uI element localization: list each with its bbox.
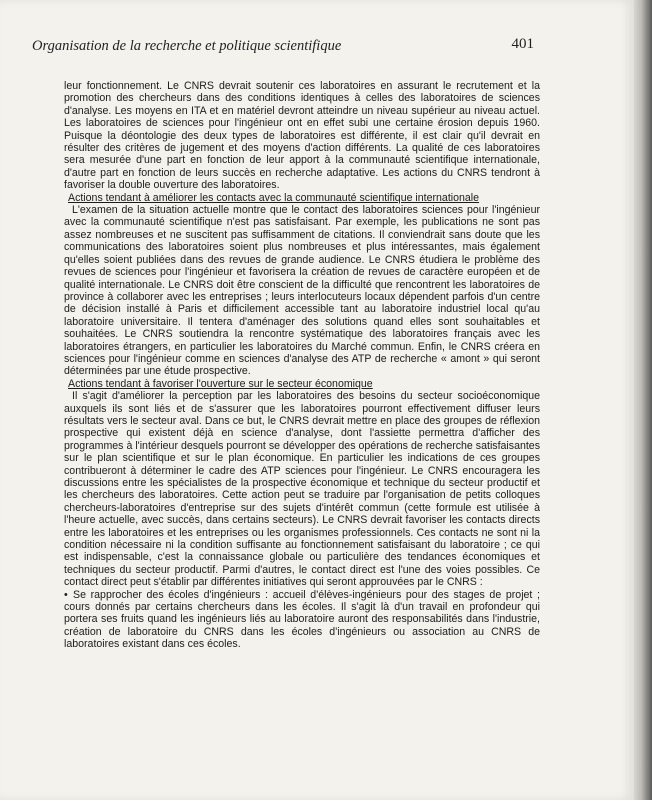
section-body-economique: Il s'agit d'améliorer la perception par les laboratoires des besoins du secteur socioéconomique auxquels ils sont liés et de s'assurer que les laboratoires pourront effectivement diffuser leurs résultats vers le secteur aval. Dans ce but, le CNRS devrait mettre en place des groupes de réflexion prospective qui existent déjà en science d'analyse, dont l'assiette permettra d'afficher des programmes à l'intérieur desquels pourront se développer des opérations de recherche satisfaisantes sur le plan scientifique et sur le plan économique. En particulier les indications de ces groupes contribueront à déterminer le cadre des ATP sciences pour l'ingénieur. Le CNRS encouragera les discussions entre les spécialistes de la prospective économique et technique du secteur productif et les chercheurs des laboratoires. Cette action peut se traduire par l'organisation de petits colloques chercheurs-laboratoires d'entreprise sur des sujets d'intérêt commun (cette formule est utilisée à l'heure actuelle, avec succès, dans certains secteurs). Le CNRS devrait favoriser les contacts directs entre les laboratoires et les entreprises ou les organismes professionnels. Ces contacts ne sont ni la condition nécessaire ni la condition suffisante au fonctionnement satisfaisant du laboratoire ; ce qui est indispensable, c'est la connaissance globale ou particulière des tendances économiques et techniques du secteur productif. Parmi d'autres, le contact direct est l'une des voies possibles. Ce contact direct peut s'établir par différentes initiatives qui seront approuvées par le CNRS : <box>64 390 540 589</box>
section-body-international: L'examen de la situation actuelle montre que le contact des laboratoires sciences pour l'ingénieur avec la communauté scientifique n'est pas satisfaisant. Par exemple, les publications ne sont pas assez nombreuses et ne suscitent pas suffisamment de citations. Il conviendrait sans doute que les communications des laboratoires soient plus nombreuses et plus intéressantes, mais également qu'elles soient publiées dans des revues de grande audience. Le CNRS étudiera le problème des revues de sciences pour l'ingénieur et favorisera la création de revues de caractère européen et de qualité internationale. Le CNRS doit être conscient de la difficulté que rencontrent les laboratoires de province à collaborer avec les entreprises ; leurs interlocuteurs locaux dépendent parfois d'un centre de décision installé à Paris et difficilement accessible tant au laboratoire industriel local qu'au laboratoire universitaire. Il tentera d'aménager des solutions quand elles sont souhaitables et souhaitées. Le CNRS soutiendra la rencontre systématique des laboratoires français avec les laboratoires étrangers, en particulier les laboratoires du Marché commun. Enfin, le CNRS créera en sciences pour l'ingénieur comme en sciences d'analyse des ATP de recherche « amont » qui seront déterminées par une étude prospective. <box>64 204 540 378</box>
running-head: Organisation de la recherche et politique scientifique <box>32 38 342 54</box>
bullet-text: Se rapprocher des écoles d'ingénieurs : accueil d'élèves-ingénieurs pour des stages de projet ; cours donnés par certains chercheurs dans les écoles. Il s'agit là d'un travail en profondeur qui portera ses fruits quand les ingénieurs liés au laboratoire auront des responsabilités dans l'industrie, création de laboratoire du CNRS dans les écoles d'ingénieurs ou association au CNRS de laboratoires existant dans ces écoles. <box>64 588 540 651</box>
page-body <box>64 80 540 651</box>
page-number: 401 <box>511 36 534 52</box>
page-edge <box>634 0 652 800</box>
bullet-item <box>64 589 540 651</box>
bullet-mark: • <box>64 588 68 601</box>
section-title-economique: Actions tendant à favoriser l'ouverture sur le secteur économique <box>68 377 373 390</box>
intro-paragraph: leur fonctionnement. Le CNRS devrait soutenir ces laboratoires en assurant le recrutement et la promotion des chercheurs dans des conditions identiques à celles des laboratoires de sciences d'analyse. Les moyens en ITA et en matériel devront atteindre un niveau supérieur au niveau actuel. Les laboratoires de sciences pour l'ingénieur ont en effet subi une certaine érosion depuis 1960. Puisque la déontologie des deux types de laboratoires est différente, il est clair qu'il devrait en résulter des critères de jugement et des moyens d'action différents. La qualité de ces laboratoires sera mesurée d'une part en fonction de leur apport à la communauté scientifique internationale, d'autre part en fonction de leurs succès en recherche adaptative. Les actions du CNRS tendront à favoriser la double ouverture des laboratoires. <box>64 80 540 192</box>
section-title-international: Actions tendant à améliorer les contacts avec la communauté scientifique internationale <box>68 191 480 204</box>
